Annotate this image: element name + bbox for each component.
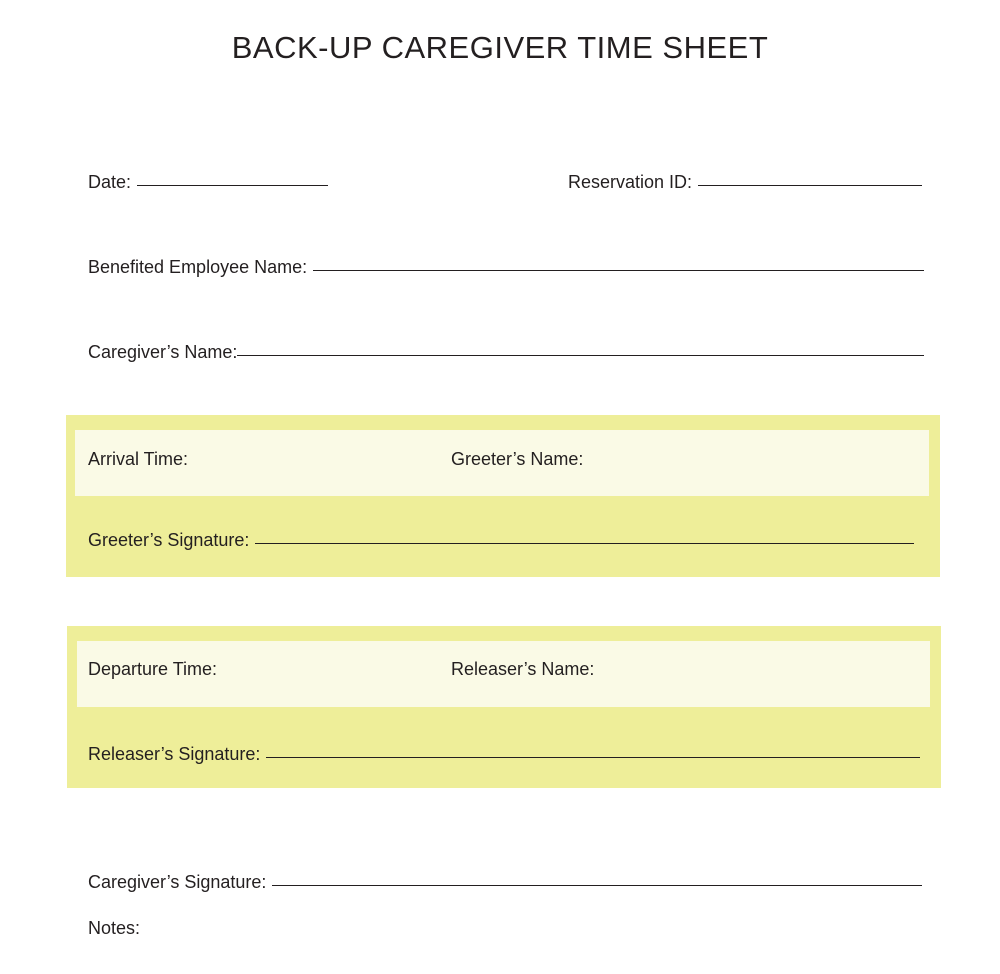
releaser-signature-label: Releaser’s Signature:	[88, 744, 261, 764]
date-field[interactable]	[88, 172, 328, 193]
caregiver-name-line[interactable]	[237, 354, 924, 356]
reservation-id-field[interactable]	[568, 172, 922, 193]
arrival-time-label: Arrival Time:	[88, 449, 189, 469]
caregiver-signature-field[interactable]	[88, 872, 922, 893]
caregiver-signature-label: Caregiver’s Signature:	[88, 872, 267, 892]
releaser-signature-line[interactable]	[266, 756, 920, 758]
greeter-signature-field[interactable]	[88, 530, 914, 551]
employee-name-field[interactable]	[88, 257, 924, 278]
releaser-name-label: Releaser’s Name:	[451, 659, 595, 679]
caregiver-name-field[interactable]	[88, 342, 924, 363]
employee-name-line[interactable]	[313, 269, 924, 271]
caregiver-signature-line[interactable]	[272, 884, 922, 886]
page-title: BACK-UP CAREGIVER TIME SHEET	[231, 30, 769, 65]
date-label: Date:	[88, 172, 132, 192]
greeter-name-label: Greeter’s Name:	[451, 449, 584, 469]
employee-name-label: Benefited Employee Name:	[88, 257, 308, 277]
arrival-section	[66, 415, 940, 577]
greeter-signature-line[interactable]	[255, 542, 914, 544]
reservation-id-line[interactable]	[698, 184, 922, 186]
departure-time-label: Departure Time:	[88, 659, 218, 679]
greeter-signature-label: Greeter’s Signature:	[88, 530, 250, 550]
reservation-id-label: Reservation ID:	[568, 172, 693, 192]
date-line[interactable]	[137, 184, 328, 186]
notes-label: Notes:	[88, 918, 141, 938]
releaser-signature-field[interactable]	[88, 744, 920, 765]
caregiver-name-label: Caregiver’s Name:	[88, 342, 238, 362]
